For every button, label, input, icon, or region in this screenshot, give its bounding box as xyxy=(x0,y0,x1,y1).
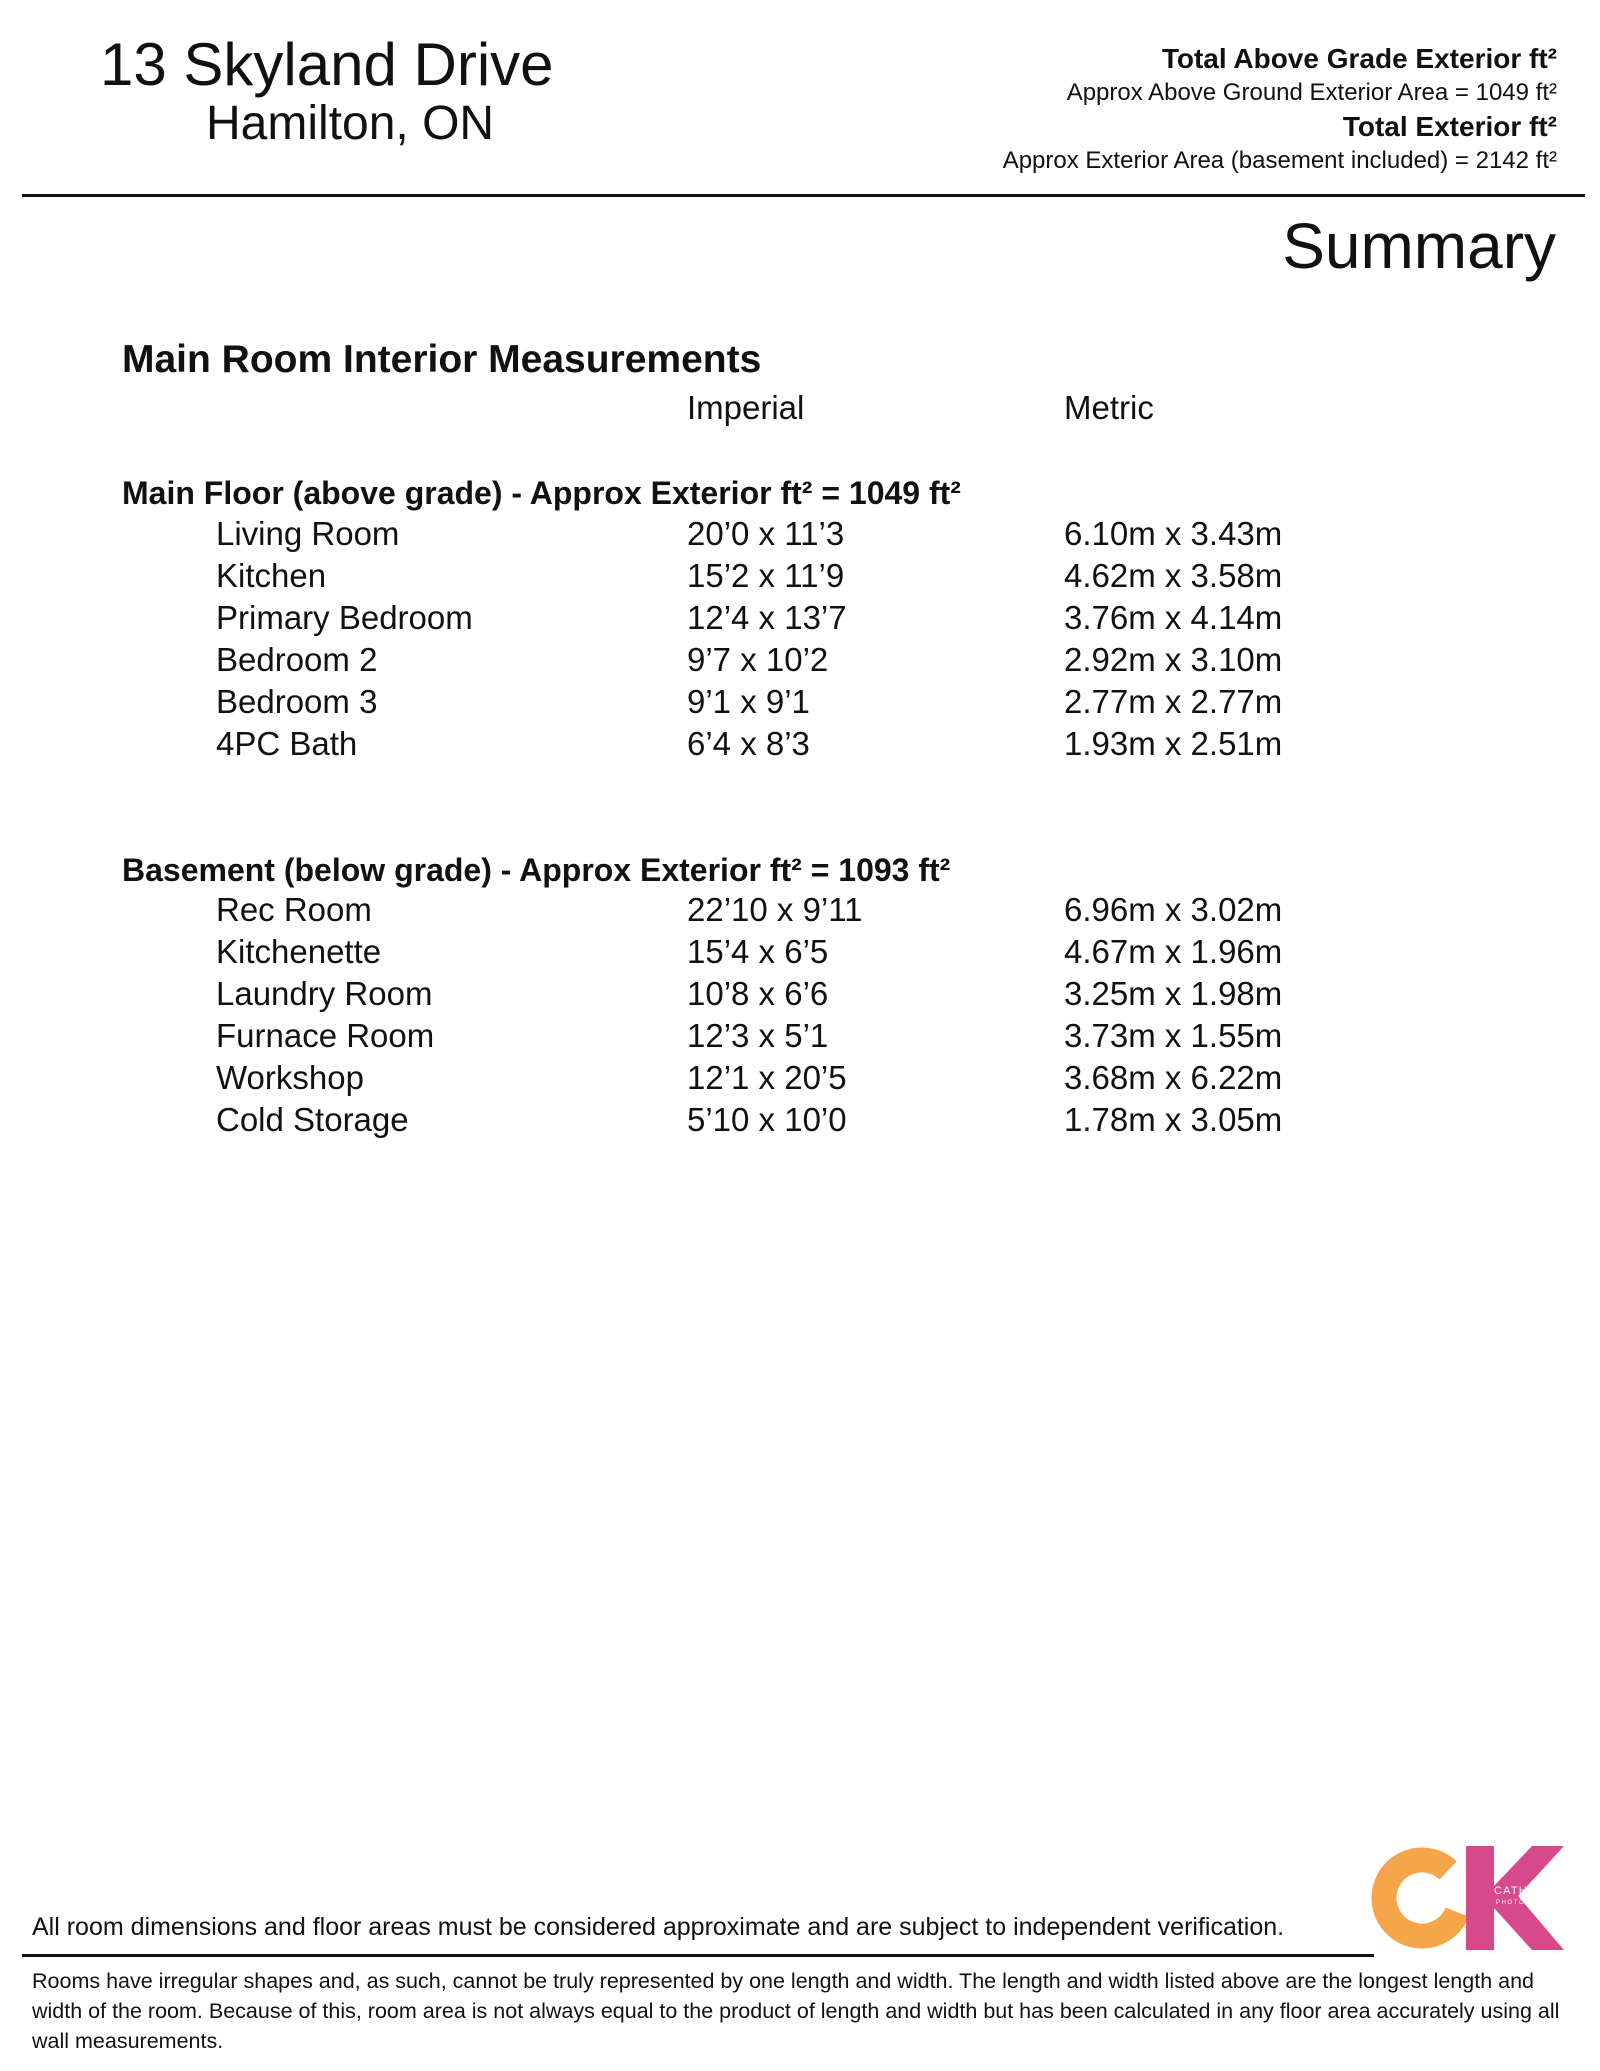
room-row xyxy=(0,681,1600,723)
room-row xyxy=(0,931,1600,973)
room-row xyxy=(0,1099,1600,1141)
room-imperial: 9’1 x 9’1 xyxy=(687,683,810,720)
room-name: Rec Room xyxy=(216,891,372,928)
room-name: Laundry Room xyxy=(216,975,433,1012)
above-grade-value: Approx Above Ground Exterior Area = 1049 ft² xyxy=(1066,79,1557,106)
logo-text-name: CATHY KOOP xyxy=(1494,1885,1578,1897)
main-floor-room-list xyxy=(0,513,1600,765)
room-name: Bedroom 2 xyxy=(216,641,378,678)
room-row xyxy=(0,1015,1600,1057)
room-name: Workshop xyxy=(216,1059,364,1096)
room-row xyxy=(0,723,1600,765)
imperial-column-header: Imperial xyxy=(687,389,805,426)
property-street: 13 Skyland Drive xyxy=(100,31,554,98)
header-divider xyxy=(22,194,1585,197)
room-name: Bedroom 3 xyxy=(216,683,378,720)
room-row xyxy=(0,1057,1600,1099)
room-name: Kitchen xyxy=(216,557,327,594)
logo-graphic xyxy=(1372,1842,1578,1954)
room-metric: 3.68m x 6.22m xyxy=(1064,1059,1283,1096)
room-imperial: 15’2 x 11’9 xyxy=(687,557,845,594)
total-exterior-heading: Total Exterior ft² xyxy=(1342,111,1557,142)
room-imperial: 12’4 x 13’7 xyxy=(687,599,847,636)
room-name: Kitchenette xyxy=(216,933,382,970)
room-metric: 2.77m x 2.77m xyxy=(1064,683,1283,720)
area-totals xyxy=(1003,42,1557,178)
room-imperial: 12’3 x 5’1 xyxy=(687,1017,829,1054)
room-metric: 6.96m x 3.02m xyxy=(1064,891,1283,928)
room-imperial: 22’10 x 9’11 xyxy=(687,891,863,928)
logo-letter-k xyxy=(1466,1846,1564,1950)
room-name: Cold Storage xyxy=(216,1101,409,1138)
room-name: Primary Bedroom xyxy=(216,599,473,636)
disclaimer: All room dimensions and floor areas must be considered approximate and are subject to independent verification. xyxy=(32,1913,1285,1941)
above-grade-heading: Total Above Grade Exterior ft² xyxy=(1161,43,1557,74)
main-floor-heading: Main Floor (above grade) - Approx Exterior ft² = 1049 ft² xyxy=(122,475,961,511)
room-imperial: 5’10 x 10’0 xyxy=(687,1101,847,1138)
room-row xyxy=(0,513,1600,555)
room-metric: 6.10m x 3.43m xyxy=(1064,515,1283,552)
property-city: Hamilton, ON xyxy=(206,97,495,150)
room-metric: 1.93m x 2.51m xyxy=(1064,725,1283,762)
room-row xyxy=(0,639,1600,681)
room-imperial: 12’1 x 20’5 xyxy=(687,1059,847,1096)
room-metric: 1.78m x 3.05m xyxy=(1064,1101,1283,1138)
room-metric: 3.76m x 4.14m xyxy=(1064,599,1283,636)
measurements-heading: Main Room Interior Measurements xyxy=(122,338,762,381)
room-name: 4PC Bath xyxy=(216,725,358,762)
room-row xyxy=(0,555,1600,597)
total-exterior-value: Approx Exterior Area (basement included) = 2142 ft² xyxy=(1002,147,1557,174)
basement-heading: Basement (below grade) - Approx Exterior ft² = 1093 ft² xyxy=(122,852,951,888)
room-metric: 3.73m x 1.55m xyxy=(1064,1017,1283,1054)
room-row xyxy=(0,973,1600,1015)
room-imperial: 6’4 x 8’3 xyxy=(687,725,810,762)
metric-column-header: Metric xyxy=(1064,389,1154,426)
room-metric: 4.67m x 1.96m xyxy=(1064,933,1283,970)
footnote: Rooms have irregular shapes and, as such, cannot be truly represented by one length and width. The length and width listed above are the longest length and width of the room. Because of this, room area is not always equal to the product of length and width but has been calculated in any floor area accurately using all wall measurements. xyxy=(32,1969,1560,2053)
room-imperial: 10’8 x 6’6 xyxy=(687,975,829,1012)
room-imperial: 15’4 x 6’5 xyxy=(687,933,829,970)
room-imperial: 9’7 x 10’2 xyxy=(687,641,829,678)
room-metric: 3.25m x 1.98m xyxy=(1064,975,1283,1012)
footer-divider xyxy=(22,1954,1374,1957)
logo-letter-o xyxy=(1373,1849,1472,1948)
logo-text-sub: PHOTOGRAPHY xyxy=(1496,1900,1561,1906)
room-row xyxy=(0,597,1600,639)
room-imperial: 20’0 x 11’3 xyxy=(687,515,845,552)
room-name: Living Room xyxy=(216,515,400,552)
room-name: Furnace Room xyxy=(216,1017,435,1054)
page-title: Summary xyxy=(1282,210,1556,282)
room-metric: 2.92m x 3.10m xyxy=(1064,641,1283,678)
room-row xyxy=(0,889,1600,931)
basement-room-list xyxy=(0,889,1600,1141)
cathy-koop-logo xyxy=(1372,1842,1578,1954)
room-metric: 4.62m x 3.58m xyxy=(1064,557,1283,594)
